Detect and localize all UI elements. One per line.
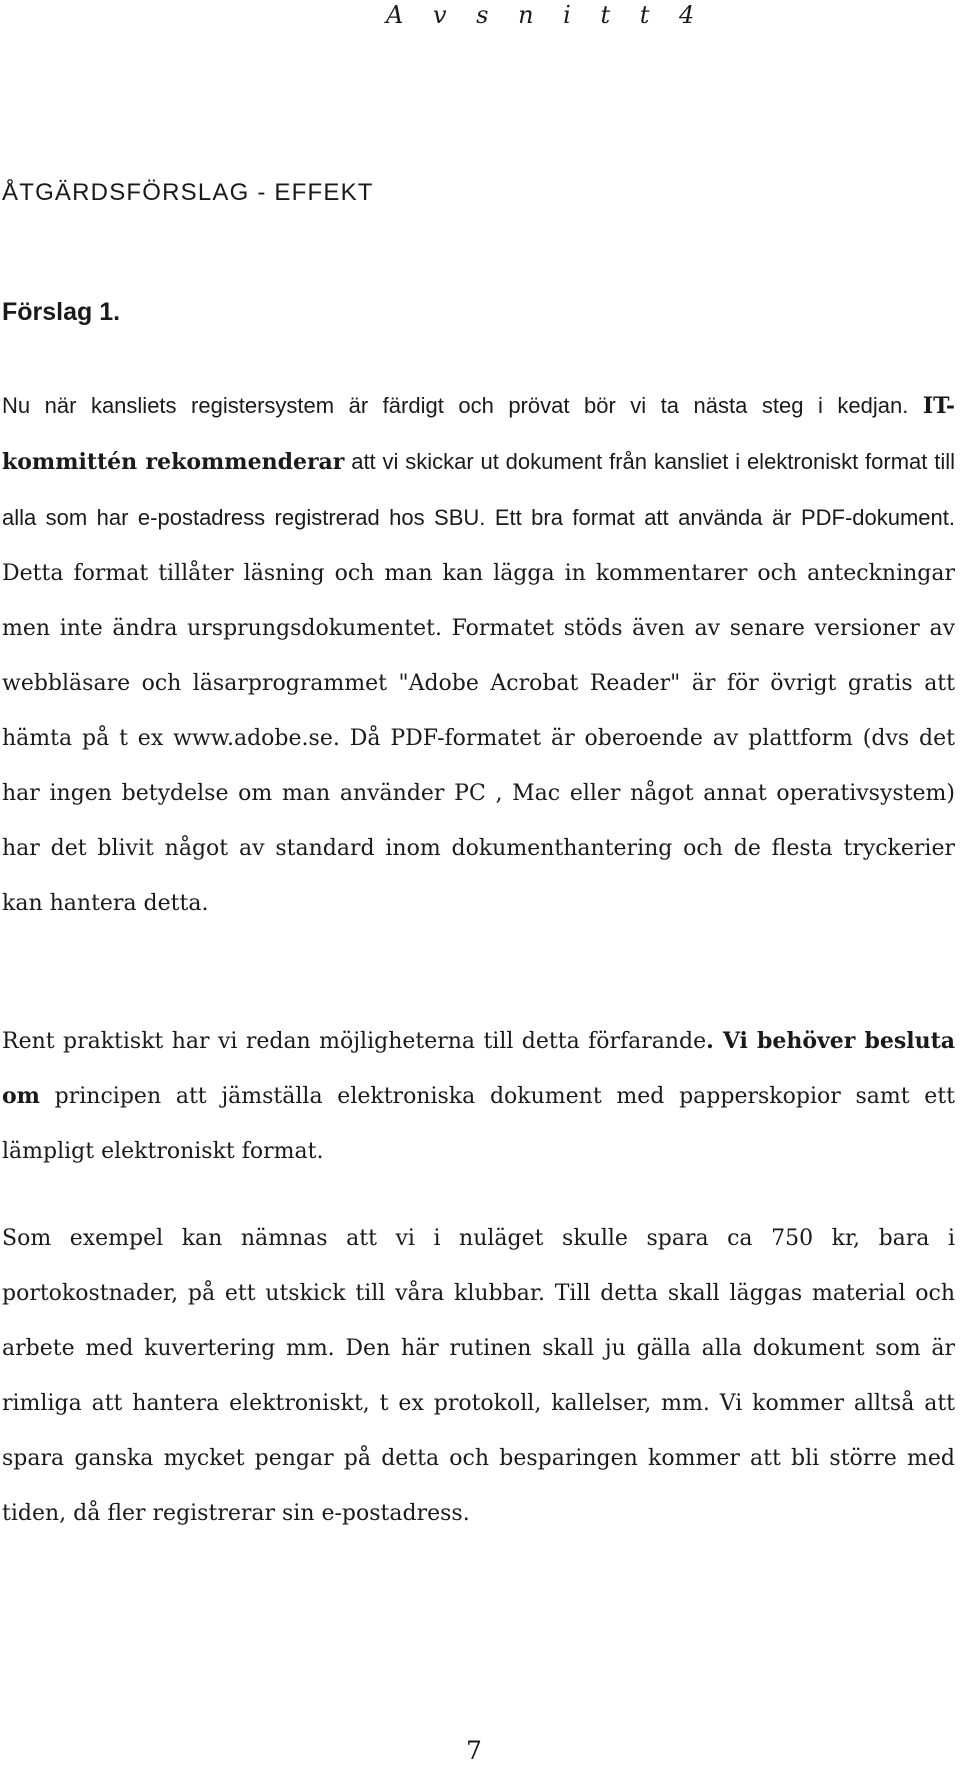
- paragraph-2-run-1: Rent praktiskt har vi redan möjligheterna till detta förfarande: [2, 1029, 707, 1054]
- proposal-heading: Förslag 1.: [2, 298, 121, 326]
- section-header: A v s n i t t 4: [386, 1, 706, 29]
- paragraph-1-bold-phrase: IT-kommittén rekommenderar: [2, 393, 955, 475]
- page-number: 7: [466, 1736, 482, 1765]
- paragraph-1: [2, 378, 955, 931]
- chapter-title: ÅTGÄRDSFÖRSLAG - EFFEKT: [2, 179, 374, 206]
- paragraph-1-run-3: att vi skickar ut dokument från kansliet i elektroniskt format till alla som har e-postadress registrerad hos SBU. Ett bra format att använda är PDF-dokument.: [2, 449, 955, 530]
- paragraph-3: Som exempel kan nämnas att vi i nuläget skulle spara ca 750 kr, bara i portokostnader, på ett utskick till våra klubbar. Till detta skall läggas material och arbete med kuvertering mm. Den här rutinen skall ju gälla alla dokument som är rimliga att hantera elektroniskt, t ex protokoll, kallelser, mm. Vi kommer alltså att spara ganska mycket pengar på detta och besparingen kommer att bli större med tiden, då fler registrerar sin e-postadress.: [2, 1226, 955, 1526]
- paragraph-2: [2, 1014, 955, 1179]
- paragraph-1-run-1: Nu när kansliets registersystem är färdigt och prövat bör vi ta nästa steg i kedjan.: [2, 393, 923, 418]
- paragraph-1-run-4: Detta format tillåter läsning och man kan lägga in kommentarer och anteckningar men inte ändra ursprungsdokumentet. Formatet stöds även av senare versioner av webbläsare och läsarprogrammet "Adobe Acrobat Reader" är för övrigt gratis att hämta på t ex www.adobe.se. Då PDF-formatet är oberoende av plattform (dvs det har ingen betydelse om man använder PC , Mac eller något annat operativsystem) har det blivit något av standard inom dokumenthantering och de flesta tryckerier kan hantera detta.: [2, 561, 955, 916]
- paragraph-2-bold-phrase: . Vi behöver besluta om: [2, 1028, 955, 1109]
- paragraph-2-run-3: principen att jämställa elektroniska dokument med papperskopior samt ett lämpligt elektroniskt format.: [2, 1084, 955, 1164]
